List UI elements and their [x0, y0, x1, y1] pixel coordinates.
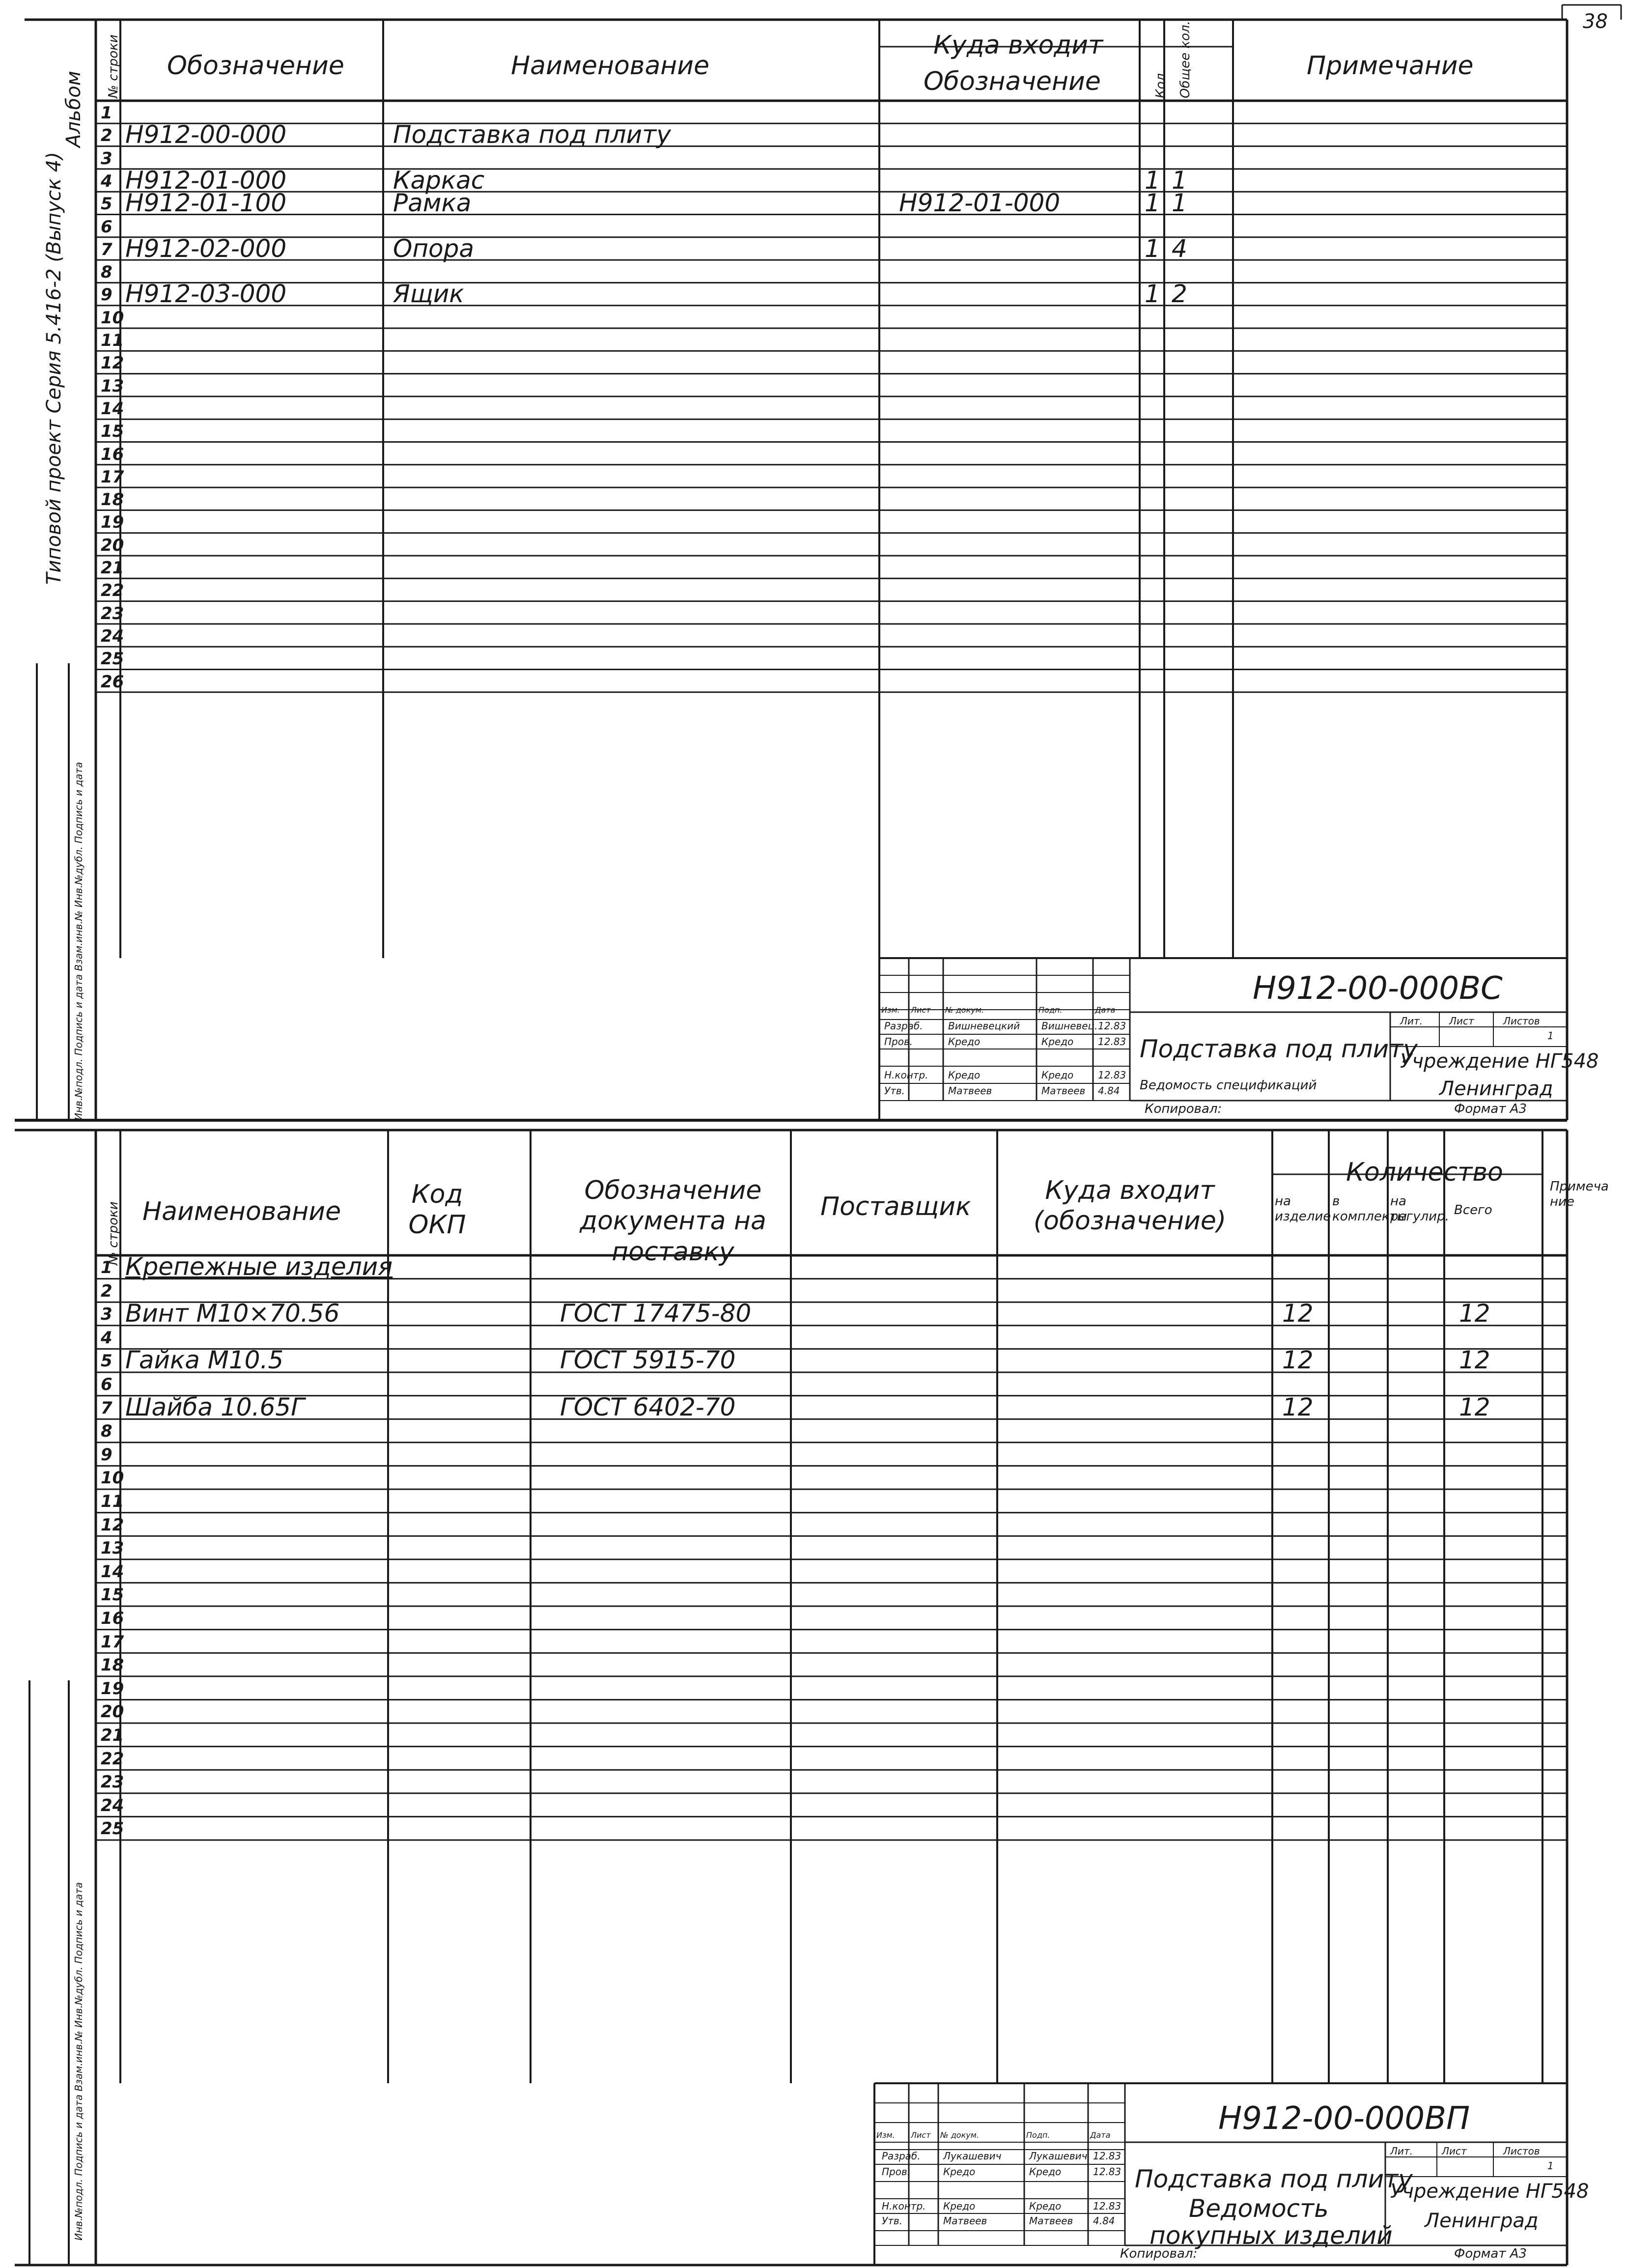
row-total: 1 — [1172, 189, 1187, 218]
s2-utv: Утв. — [882, 2215, 902, 2227]
tb-col-label: № докум. — [945, 1005, 984, 1015]
row-qty: 1 — [1145, 234, 1160, 263]
row-total: 12 — [1459, 1299, 1490, 1328]
s2-nkontr-sig: Кредо — [1029, 2200, 1062, 2212]
s1-nkontr: Н.контр. — [884, 1069, 928, 1081]
s2-lit: Лит. — [1390, 2145, 1413, 2157]
s2-header-code: Код ОКП — [408, 1180, 466, 1240]
row-number: 13 — [101, 376, 124, 396]
row-name: Винт М10×70.56 — [125, 1299, 340, 1328]
s2-prov-date: 12.83 — [1093, 2166, 1121, 2178]
s2-header-quantity: Количество — [1346, 1158, 1503, 1187]
row-number: 23 — [101, 603, 124, 624]
row-number: 2 — [101, 126, 112, 146]
s1-utv-name: Матвеев — [948, 1085, 992, 1097]
row-number: 24 — [101, 1795, 124, 1815]
row-number: 16 — [101, 1609, 124, 1628]
row-number: 15 — [101, 422, 124, 442]
row-number: 14 — [101, 1561, 124, 1582]
row-number: 11 — [101, 1492, 124, 1511]
s1-prov-name: Кредо — [948, 1036, 981, 1048]
row-total: 2 — [1172, 280, 1187, 309]
row-number: 23 — [101, 1772, 124, 1792]
s2-listov: Листов — [1503, 2145, 1540, 2157]
s2-header-where: Куда входит (обозначение) — [1033, 1176, 1227, 1236]
s2-header-doc: Обозначение документа на поставку — [580, 1176, 766, 1267]
s1-utv-sig: Матвеев — [1041, 1085, 1086, 1097]
row-number: 5 — [101, 1351, 112, 1371]
s2-copied: Копировал: — [1120, 2246, 1198, 2261]
row-number: 18 — [101, 490, 124, 510]
row-number: 8 — [101, 262, 112, 283]
row-name: Подставка под плиту — [393, 120, 671, 149]
row-designation: Н912-02-000 — [125, 234, 287, 263]
s2-header-supplier: Поставщик — [820, 1192, 971, 1221]
row-number: 25 — [101, 1819, 124, 1839]
row-total: 4 — [1172, 234, 1187, 263]
s1-org: Учреждение НГ548 — [1400, 1050, 1599, 1073]
row-doc: ГОСТ 6402-70 — [560, 1392, 736, 1421]
row-number: 20 — [101, 1702, 124, 1722]
s2-utv-name: Матвеев — [943, 2215, 987, 2227]
row-number: 1 — [101, 1258, 112, 1277]
s1-razrab-sig: Вишневец. — [1041, 1020, 1098, 1032]
s1-lit: Лит. — [1400, 1015, 1423, 1027]
s2-header-name: Наименование — [142, 1197, 341, 1226]
s1-title1: Подставка под плиту — [1140, 1035, 1418, 1063]
s1-utv-date: 4.84 — [1098, 1085, 1120, 1097]
s2-stamp-columns-label: Инв.№подл. Подпись и дата Взам.инв.№ Инв.№дубл. Подпись и дата — [73, 1882, 84, 2240]
row-number: 19 — [101, 512, 124, 533]
tb-col-label: Изм. — [881, 1005, 900, 1015]
row-qty: 1 — [1145, 280, 1160, 309]
row-per-product: 12 — [1282, 1299, 1314, 1328]
series-label: Типовой проект Серия 5.416-2 (Выпуск 4) — [43, 152, 65, 585]
row-name: Рамка — [393, 189, 472, 218]
stamp-columns-label: Инв.№подл. Подпись и дата Взам.инв.№ Инв.№дубл. Подпись и дата — [73, 762, 84, 1120]
row-number: 13 — [101, 1538, 124, 1559]
row-number: 26 — [101, 672, 124, 692]
row-number: 12 — [101, 353, 124, 373]
s2-header-q-reg: на регулир. — [1390, 1194, 1449, 1224]
s1-format: Формат А3 — [1454, 1102, 1527, 1116]
tb-col-label: Лист — [911, 1005, 931, 1015]
s2-header-row-no: № строки — [106, 1201, 121, 1265]
row-doc: ГОСТ 17475-80 — [560, 1299, 752, 1328]
s2-city: Ленинград — [1425, 2210, 1539, 2232]
s1-razrab-name: Вишневецкий — [948, 1020, 1020, 1032]
row-number: 12 — [101, 1515, 124, 1535]
header-qty: Кол. — [1153, 69, 1168, 98]
page-number: 38 — [1583, 10, 1608, 33]
row-number: 6 — [101, 217, 112, 237]
row-per-product: 12 — [1282, 1346, 1314, 1375]
s1-list: Лист — [1449, 1015, 1474, 1027]
row-number: 11 — [101, 331, 124, 350]
row-name: Опора — [393, 234, 475, 263]
row-designation: Н912-00-000 — [125, 120, 287, 149]
s2-doc-code: Н912-00-000ВП — [1218, 2100, 1470, 2137]
row-number: 5 — [101, 194, 112, 214]
row-number: 22 — [101, 581, 124, 601]
s2-listov-value: 1 — [1547, 2160, 1554, 2172]
header-note: Примечание — [1307, 51, 1474, 81]
s1-razrab: Разраб. — [884, 1020, 923, 1032]
header-name: Наименование — [511, 51, 710, 81]
row-name: Крепежные изделия — [125, 1252, 393, 1281]
s2-header-q-total: Всего — [1454, 1203, 1492, 1218]
row-number: 17 — [101, 467, 124, 487]
row-qty: 1 — [1145, 189, 1160, 218]
tb-col-label: Дата — [1090, 2130, 1111, 2140]
s1-city: Ленинград — [1439, 1077, 1553, 1100]
s2-razrab-date: 12.83 — [1093, 2150, 1121, 2162]
s2-utv-date: 4.84 — [1093, 2215, 1115, 2227]
s2-prov-sig: Кредо — [1029, 2166, 1062, 2178]
s1-listov-value: 1 — [1547, 1030, 1554, 1042]
s2-prov-name: Кредо — [943, 2166, 976, 2178]
row-name: Шайба 10.65Г — [125, 1392, 305, 1421]
row-number: 19 — [101, 1678, 124, 1699]
row-designation: Н912-01-000 — [125, 166, 287, 195]
tb-col-label: Подп. — [1026, 2130, 1050, 2140]
s2-header-q-kit: в комплекты — [1332, 1194, 1407, 1224]
row-number: 2 — [101, 1281, 112, 1301]
row-number: 10 — [101, 308, 124, 328]
row-number: 1 — [101, 103, 112, 123]
s1-utv: Утв. — [884, 1085, 905, 1097]
s2-razrab-sig: Лукашевич — [1029, 2150, 1088, 2162]
row-number: 4 — [101, 1328, 112, 1348]
row-total: 12 — [1459, 1392, 1490, 1421]
row-number: 21 — [101, 558, 124, 578]
s2-org: Учреждение НГ548 — [1390, 2180, 1589, 2203]
s1-prov: Пров. — [884, 1036, 913, 1048]
row-number: 20 — [101, 535, 124, 555]
s2-list: Лист — [1442, 2145, 1467, 2157]
s1-razrab-date: 12.83 — [1098, 1020, 1126, 1032]
row-name: Каркас — [393, 166, 485, 195]
s2-utv-sig: Матвеев — [1029, 2215, 1073, 2227]
header-total-qty: Общее кол. — [1178, 21, 1193, 98]
row-number: 22 — [101, 1749, 124, 1769]
s1-nkontr-name: Кредо — [948, 1069, 981, 1081]
row-name: Гайка М10.5 — [125, 1346, 284, 1375]
s2-prov: Пров. — [882, 2166, 911, 2178]
s2-razrab-name: Лукашевич — [943, 2150, 1002, 2162]
s2-header-q-product: на изделие — [1275, 1194, 1331, 1224]
row-number: 25 — [101, 649, 124, 669]
s1-doc-code: Н912-00-000ВС — [1253, 970, 1503, 1007]
s2-razrab: Разраб. — [882, 2150, 921, 2162]
row-qty: 1 — [1145, 166, 1160, 195]
s1-listov: Листов — [1503, 1015, 1540, 1027]
tb-col-label: Изм. — [876, 2130, 895, 2140]
s2-title3: покупных изделий — [1149, 2221, 1393, 2250]
header-designation: Обозначение — [167, 51, 344, 81]
row-number: 8 — [101, 1421, 112, 1442]
row-designation: Н912-01-100 — [125, 189, 287, 218]
tb-col-label: Подп. — [1038, 1005, 1063, 1015]
s1-title2: Ведомость спецификаций — [1140, 1078, 1317, 1093]
row-designation: Н912-03-000 — [125, 280, 287, 309]
tb-col-label: № докум. — [940, 2130, 979, 2140]
row-number: 3 — [101, 1304, 112, 1325]
row-number: 4 — [101, 171, 112, 191]
row-number: 14 — [101, 398, 124, 419]
row-number: 18 — [101, 1655, 124, 1675]
header-where-used: Куда входит — [933, 30, 1103, 60]
row-number: 24 — [101, 626, 124, 646]
row-doc: ГОСТ 5915-70 — [560, 1346, 736, 1375]
row-number: 16 — [101, 444, 124, 464]
s1-prov-sig: Кредо — [1041, 1036, 1074, 1048]
row-number: 7 — [101, 239, 112, 259]
header-row-no: № строки — [106, 34, 121, 98]
s1-prov-date: 12.83 — [1098, 1036, 1126, 1048]
row-total: 12 — [1459, 1346, 1490, 1375]
s1-nkontr-sig: Кредо — [1041, 1069, 1074, 1081]
s1-nkontr-date: 12.83 — [1098, 1069, 1126, 1081]
s2-title2: Ведомость — [1189, 2194, 1329, 2223]
row-number: 15 — [101, 1585, 124, 1605]
album-label: Альбом — [62, 71, 85, 147]
s2-title1: Подставка под плиту — [1135, 2165, 1413, 2193]
row-name: Ящик — [393, 280, 464, 309]
header-where-used-designation: Обозначение — [924, 67, 1101, 96]
tb-col-label: Дата — [1095, 1005, 1116, 1015]
s2-format: Формат А3 — [1454, 2246, 1527, 2261]
row-number: 9 — [101, 1445, 112, 1465]
row-total: 1 — [1172, 166, 1187, 195]
row-number: 9 — [101, 285, 112, 305]
row-number: 7 — [101, 1398, 112, 1418]
s1-copied: Копировал: — [1145, 1102, 1222, 1116]
row-where-used: Н912-01-000 — [899, 189, 1061, 218]
s2-nkontr: Н.контр. — [882, 2200, 926, 2212]
row-number: 6 — [101, 1375, 112, 1394]
s2-nkontr-date: 12.83 — [1093, 2200, 1121, 2212]
row-per-product: 12 — [1282, 1392, 1314, 1421]
row-number: 21 — [101, 1726, 124, 1745]
row-number: 17 — [101, 1632, 124, 1652]
row-number: 3 — [101, 148, 112, 169]
row-number: 10 — [101, 1468, 124, 1488]
s2-nkontr-name: Кредо — [943, 2200, 976, 2212]
s2-header-note: Примечание — [1550, 1179, 1609, 1210]
tb-col-label: Лист — [911, 2130, 931, 2140]
